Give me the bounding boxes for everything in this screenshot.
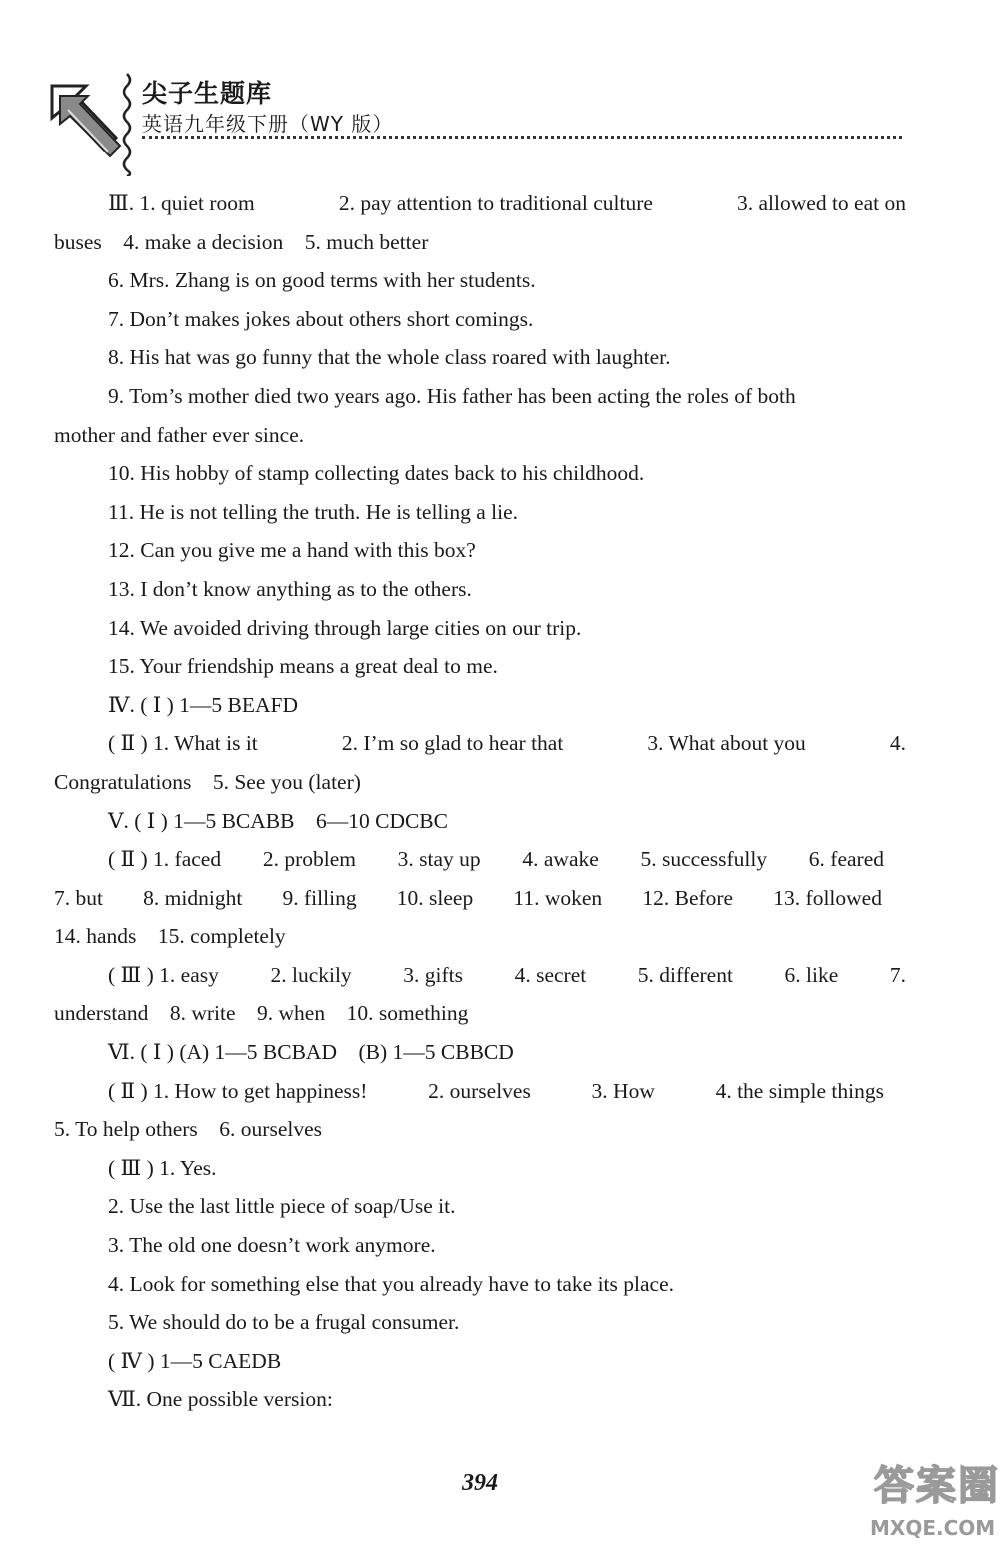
answer-line: Ⅵ. ( Ⅰ ) (A) 1—5 BCBAD (B) 1—5 CBBCD [108, 1040, 514, 1065]
answer-line: 4. Look for something else that you already have to take its place. [108, 1271, 674, 1296]
answer-text [54, 184, 906, 1419]
answer-line: 10. His hobby of stamp collecting dates back to his childhood. [108, 461, 645, 486]
arrow-logo-icon [46, 80, 124, 180]
answer-line: ( Ⅲ ) 1. easy 2. luckily 3. gifts 4. secret 5. different 6. like 7. [108, 962, 906, 987]
answer-line: 7. Don’t makes jokes about others short comings. [108, 306, 534, 331]
answer-line: Ⅲ. 1. quiet room 2. pay attention to traditional culture 3. allowed to eat on [108, 191, 906, 215]
answer-line: Congratulations 5. See you (later) [54, 769, 361, 794]
page-number: 394 [462, 1470, 498, 1496]
answer-line: 14. We avoided driving through large cities on our trip. [108, 615, 582, 640]
answer-line: 7. but 8. midnight 9. filling 10. sleep 11. woken 12. Before 13. followed [54, 885, 882, 910]
watermark-url: MXQE.COM [870, 1516, 996, 1540]
header-dotted-rule [142, 136, 902, 139]
answer-line: ( Ⅳ ) 1—5 CAEDB [108, 1348, 282, 1373]
answer-line: 5. To help others 6. ourselves [54, 1117, 323, 1142]
site-watermark [868, 1452, 1000, 1547]
answer-line: 5. We should do to be a frugal consumer. [108, 1310, 460, 1335]
answer-line: 13. I don’t know anything as to the others. [108, 576, 472, 601]
series-title: 尖子生题库 [142, 79, 273, 108]
answer-line: ( Ⅲ ) 1. Yes. [108, 1155, 217, 1180]
answer-line: 3. The old one doesn’t work anymore. [108, 1233, 436, 1258]
answer-line: 11. He is not telling the truth. He is telling a lie. [108, 499, 519, 524]
answer-line: buses 4. make a decision 5. much better [54, 229, 429, 254]
answer-line: 2. Use the last little piece of soap/Use it. [108, 1194, 456, 1219]
squiggle-divider-icon [120, 72, 134, 176]
answer-line: Ⅳ. ( Ⅰ ) 1—5 BEAFD [108, 692, 299, 717]
answer-line: Ⅶ. One possible version: [108, 1387, 333, 1412]
answer-line: 6. Mrs. Zhang is on good terms with her students. [108, 268, 536, 293]
answer-line: 9. Tom’s mother died two years ago. His father has been acting the roles of both [108, 383, 796, 408]
page-header [46, 66, 906, 176]
answer-line: understand 8. write 9. when 10. something [54, 1001, 469, 1026]
answer-line: 15. Your friendship means a great deal to me. [108, 654, 498, 679]
answer-line: ( Ⅱ ) 1. What is it 2. I’m so glad to hear that 3. What about you 4. [108, 731, 906, 756]
answer-line: 12. Can you give me a hand with this box? [108, 538, 476, 563]
answer-line: 8. His hat was go funny that the whole class roared with laughter. [108, 345, 671, 370]
watermark-logo-text: 答案圈 [874, 1463, 1000, 1509]
answer-line: ( Ⅱ ) 1. How to get happiness! 2. ourselves 3. How 4. the simple things [108, 1078, 884, 1103]
answer-line: mother and father ever since. [54, 422, 305, 447]
answer-line: ( Ⅱ ) 1. faced 2. problem 3. stay up 4. awake 5. successfully 6. feared [108, 847, 884, 872]
answer-line: Ⅴ. ( Ⅰ ) 1—5 BCABB 6—10 CDCBC [108, 808, 448, 833]
answer-line: 14. hands 15. completely [54, 924, 286, 949]
book-subtitle: 英语九年级下册（WY 版） [142, 112, 394, 136]
